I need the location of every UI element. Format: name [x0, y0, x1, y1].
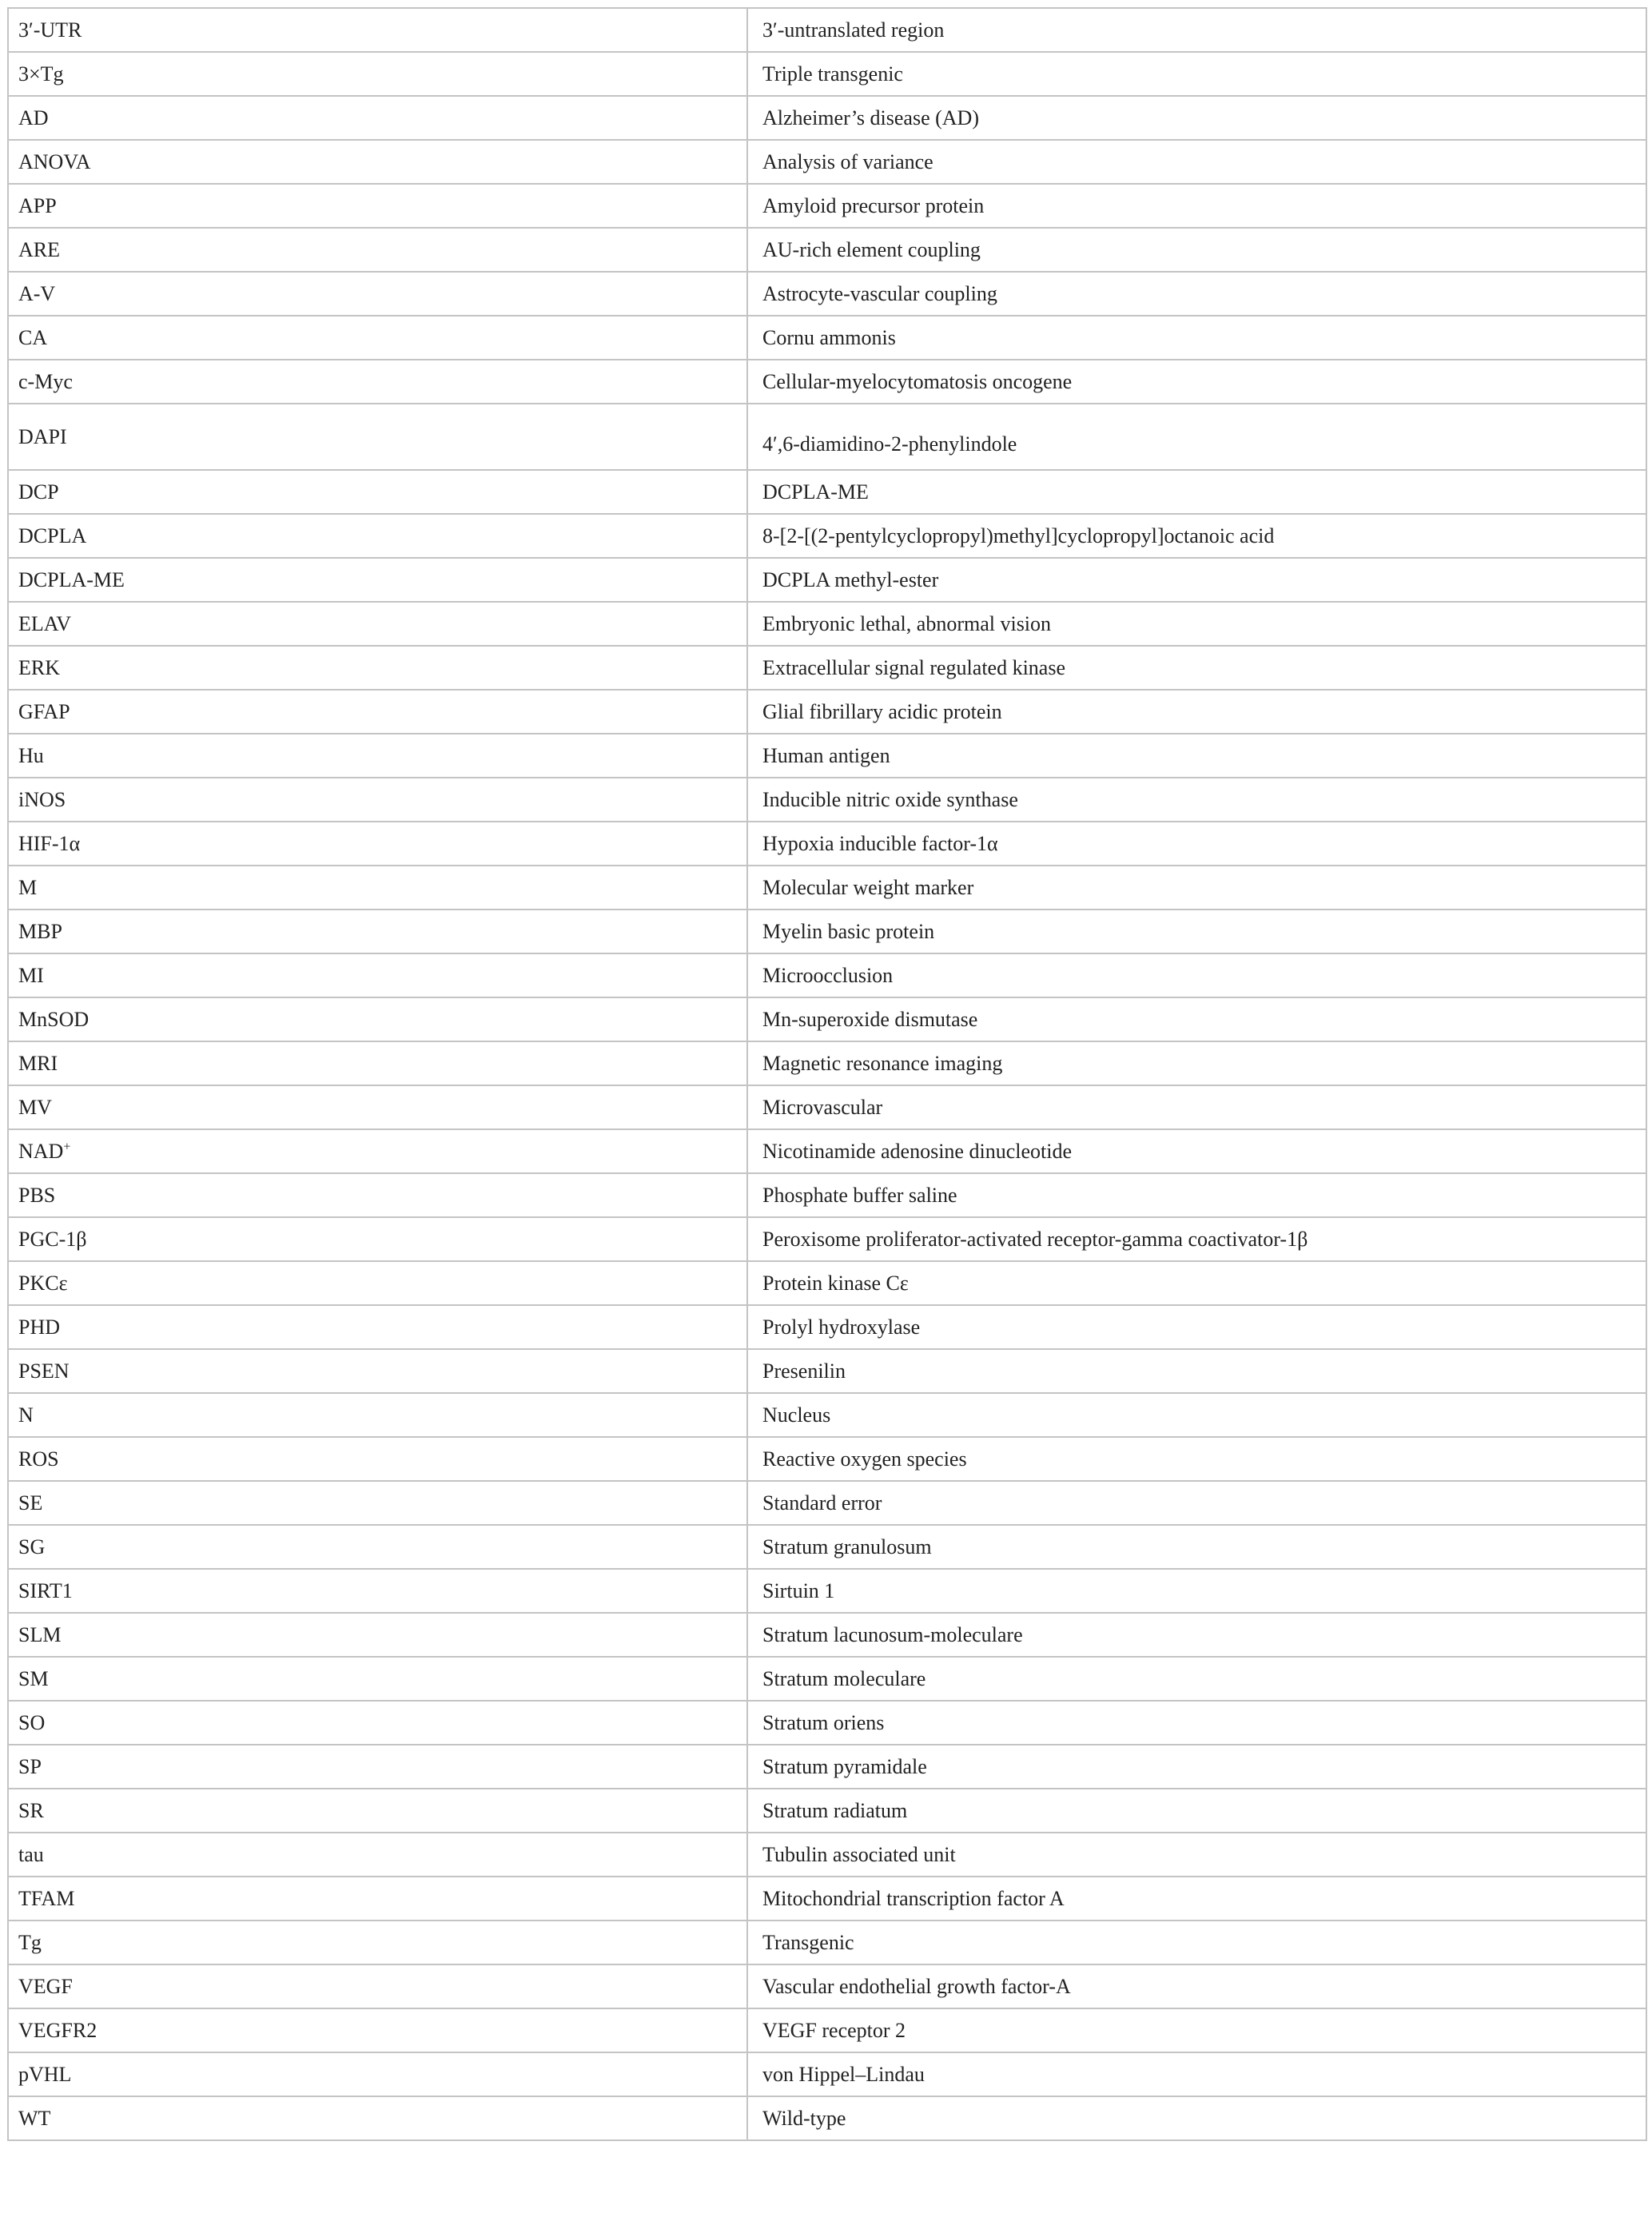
abbreviation-text: M: [18, 875, 38, 899]
table-row: [8, 2052, 1646, 2096]
expansion-text: Myelin basic protein: [762, 919, 935, 943]
expansion-text: Presenilin: [762, 1359, 846, 1383]
expansion-text: Standard error: [762, 1491, 882, 1515]
abbreviation-cell: [8, 1173, 747, 1217]
abbreviation-cell: [8, 8, 747, 52]
expansion-cell: [747, 184, 1646, 228]
abbreviation-cell: [8, 602, 747, 646]
expansion-cell: [747, 1964, 1646, 2008]
expansion-text: Stratum moleculare: [762, 1666, 926, 1690]
expansion-cell: [747, 1701, 1646, 1745]
abbreviation-cell: [8, 360, 747, 404]
expansion-text: Mn-superoxide dismutase: [762, 1007, 978, 1031]
abbreviation-text: SM: [18, 1666, 49, 1690]
table-row: [8, 1173, 1646, 1217]
expansion-text: Phosphate buffer saline: [762, 1183, 957, 1207]
abbreviation-text: MnSOD: [18, 1007, 90, 1031]
expansion-cell: [747, 1745, 1646, 1789]
expansion-cell: [747, 1129, 1646, 1173]
abbreviation-text: SR: [18, 1798, 44, 1822]
expansion-text: 3′-untranslated region: [762, 18, 945, 42]
expansion-text: Stratum granulosum: [762, 1534, 932, 1558]
expansion-text: Reactive oxygen species: [762, 1447, 967, 1471]
abbreviation-cell: [8, 734, 747, 778]
expansion-text: Astrocyte-vascular coupling: [762, 281, 997, 305]
abbreviation-cell: [8, 1833, 747, 1877]
abbreviation-text: DCPLA-ME: [18, 567, 125, 591]
abbreviation-text: pVHL: [18, 2062, 72, 2086]
abbreviation-text: GFAP: [18, 699, 70, 723]
expansion-cell: [747, 96, 1646, 140]
expansion-cell: [747, 316, 1646, 360]
table-row: [8, 1217, 1646, 1261]
table-row: [8, 1789, 1646, 1833]
expansion-cell: [747, 1613, 1646, 1657]
table-row: [8, 1261, 1646, 1305]
abbreviation-text: VEGF: [18, 1974, 73, 1998]
expansion-cell: [747, 1921, 1646, 1964]
abbreviation-cell: [8, 690, 747, 734]
abbreviation-text: SP: [18, 1754, 42, 1778]
expansion-text: Nucleus: [762, 1403, 831, 1427]
expansion-text: Embryonic lethal, abnormal vision: [762, 611, 1052, 635]
table-row: [8, 1349, 1646, 1393]
table-row: [8, 272, 1646, 316]
table-row: [8, 690, 1646, 734]
expansion-text: Triple transgenic: [762, 62, 903, 86]
expansion-text: Stratum pyramidale: [762, 1754, 927, 1778]
expansion-text: DCPLA methyl-ester: [762, 567, 939, 591]
table-row: [8, 1613, 1646, 1657]
table-row: [8, 1305, 1646, 1349]
abbreviation-text: ANOVA: [18, 149, 91, 173]
expansion-text: von Hippel–Lindau: [762, 2062, 925, 2086]
abbreviation-cell: [8, 1569, 747, 1613]
expansion-text: AU-rich element coupling: [762, 237, 981, 261]
expansion-cell: [747, 470, 1646, 514]
abbreviation-cell: [8, 272, 747, 316]
table-row: [8, 96, 1646, 140]
table-row: [8, 778, 1646, 822]
expansion-cell: [747, 140, 1646, 184]
table-row: [8, 1833, 1646, 1877]
expansion-text: Magnetic resonance imaging: [762, 1051, 1003, 1075]
abbreviation-cell: [8, 1964, 747, 2008]
expansion-cell: [747, 953, 1646, 997]
abbreviations-table-body: [8, 8, 1646, 2140]
abbreviation-cell: [8, 96, 747, 140]
abbreviation-text: Hu: [18, 743, 44, 767]
abbreviation-cell: [8, 514, 747, 558]
expansion-cell: [747, 1525, 1646, 1569]
table-row: [8, 1921, 1646, 1964]
expansion-text: Analysis of variance: [762, 149, 933, 173]
expansion-text: Inducible nitric oxide synthase: [762, 787, 1018, 811]
table-row: [8, 822, 1646, 866]
abbreviation-text: TFAM: [18, 1886, 75, 1910]
table-row: [8, 184, 1646, 228]
table-row: [8, 2096, 1646, 2140]
table-row: [8, 8, 1646, 52]
table-row: [8, 1657, 1646, 1701]
abbreviation-text: ERK: [18, 655, 60, 679]
abbreviation-cell: [8, 1877, 747, 1921]
expansion-text: VEGF receptor 2: [762, 2018, 906, 2042]
abbreviation-text: 3×Tg: [18, 62, 64, 86]
abbreviation-text: MV: [18, 1095, 52, 1119]
abbreviation-cell: [8, 646, 747, 690]
table-row: [8, 1525, 1646, 1569]
abbreviation-text: APP: [18, 193, 57, 217]
expansion-cell: [747, 1569, 1646, 1613]
table-row: [8, 602, 1646, 646]
expansion-cell: [747, 734, 1646, 778]
abbreviation-cell: [8, 822, 747, 866]
expansion-cell: [747, 1041, 1646, 1085]
expansion-text: Protein kinase Cε: [762, 1271, 909, 1295]
abbreviation-text: SO: [18, 1710, 46, 1734]
abbreviation-text: PBS: [18, 1183, 56, 1207]
abbreviation-cell: [8, 1613, 747, 1657]
abbreviation-text: tau: [18, 1842, 44, 1866]
abbreviation-cell: [8, 470, 747, 514]
expansion-cell: [747, 1085, 1646, 1129]
abbreviation-text: PKCε: [18, 1271, 68, 1295]
abbreviation-cell: [8, 1041, 747, 1085]
expansion-cell: [747, 1173, 1646, 1217]
abbreviation-cell: [8, 558, 747, 602]
abbreviation-cell: [8, 1393, 747, 1437]
table-row: [8, 997, 1646, 1041]
expansion-text: Stratum radiatum: [762, 1798, 908, 1822]
abbreviation-text: c-Myc: [18, 369, 73, 393]
expansion-cell: [747, 228, 1646, 272]
abbreviation-cell: [8, 1745, 747, 1789]
abbreviation-text: SE: [18, 1491, 43, 1515]
abbreviation-superscript: +: [63, 1139, 71, 1153]
abbreviation-cell: [8, 1921, 747, 1964]
expansion-text: Amyloid precursor protein: [762, 193, 985, 217]
expansion-text: Stratum lacunosum-moleculare: [762, 1622, 1023, 1646]
expansion-text: Cornu ammonis: [762, 325, 896, 349]
expansion-cell: [747, 1393, 1646, 1437]
table-row: [8, 1041, 1646, 1085]
expansion-cell: [747, 646, 1646, 690]
abbreviation-text: ROS: [18, 1447, 59, 1471]
table-row: [8, 470, 1646, 514]
abbreviation-text: N: [18, 1403, 34, 1427]
table-row: [8, 228, 1646, 272]
abbreviation-cell: [8, 1481, 747, 1525]
expansion-text: Alzheimer’s disease (AD): [762, 105, 979, 129]
table-row: [8, 404, 1646, 470]
abbreviation-text: A-V: [18, 281, 56, 305]
table-row: [8, 1481, 1646, 1525]
abbreviation-cell: [8, 228, 747, 272]
abbreviation-text: VEGFR2: [18, 2018, 98, 2042]
abbreviation-cell: [8, 1701, 747, 1745]
expansion-text: Microvascular: [762, 1095, 883, 1119]
expansion-cell: [747, 1261, 1646, 1305]
expansion-cell: [747, 910, 1646, 953]
expansion-cell: [747, 2008, 1646, 2052]
table-row: [8, 514, 1646, 558]
abbreviation-cell: [8, 1129, 747, 1173]
abbreviation-cell: [8, 953, 747, 997]
abbreviation-cell: [8, 866, 747, 910]
expansion-cell: [747, 404, 1646, 470]
abbreviation-text: SLM: [18, 1622, 62, 1646]
abbreviation-text: Tg: [18, 1930, 42, 1954]
table-row: [8, 910, 1646, 953]
expansion-text: Glial fibrillary acidic protein: [762, 699, 1002, 723]
expansion-cell: [747, 1217, 1646, 1261]
expansion-text: Nicotinamide adenosine dinucleotide: [762, 1139, 1072, 1163]
abbreviation-text: DCP: [18, 480, 59, 504]
expansion-cell: [747, 360, 1646, 404]
expansion-text: Molecular weight marker: [762, 875, 974, 899]
expansion-text: Wild-type: [762, 2106, 846, 2130]
abbreviation-text: MI: [18, 963, 44, 987]
abbreviation-text: 3′-UTR: [18, 18, 82, 42]
expansion-cell: [747, 866, 1646, 910]
expansion-text: 8-[2-[(2-pentylcyclopropyl)methyl]cyclopropyl]octanoic acid: [762, 523, 1275, 547]
expansion-cell: [747, 602, 1646, 646]
abbreviation-text: SG: [18, 1534, 46, 1558]
expansion-cell: [747, 2052, 1646, 2096]
abbreviation-text: MBP: [18, 919, 62, 943]
expansion-text: Cellular-myelocytomatosis oncogene: [762, 369, 1073, 393]
abbreviation-cell: [8, 1085, 747, 1129]
expansion-cell: [747, 52, 1646, 96]
abbreviation-text: AD: [18, 105, 49, 129]
abbreviation-text: SIRT1: [18, 1578, 73, 1602]
abbreviation-cell: [8, 1789, 747, 1833]
abbreviation-text: PSEN: [18, 1359, 70, 1383]
abbreviation-cell: [8, 1261, 747, 1305]
abbreviation-cell: [8, 316, 747, 360]
table-row: [8, 866, 1646, 910]
expansion-text: 4′,6-diamidino-2-phenylindole: [762, 432, 1017, 456]
table-row: [8, 1877, 1646, 1921]
abbreviation-cell: [8, 1305, 747, 1349]
expansion-cell: [747, 8, 1646, 52]
expansion-cell: [747, 272, 1646, 316]
abbreviation-text: PGC-1β: [18, 1227, 87, 1251]
expansion-cell: [747, 1349, 1646, 1393]
abbreviation-cell: [8, 910, 747, 953]
abbreviation-text: ARE: [18, 237, 60, 261]
expansion-text: Human antigen: [762, 743, 890, 767]
abbreviation-text: iNOS: [18, 787, 66, 811]
table-row: [8, 558, 1646, 602]
expansion-cell: [747, 1789, 1646, 1833]
abbreviation-cell: [8, 2008, 747, 2052]
expansion-text: Sirtuin 1: [762, 1578, 835, 1602]
table-row: [8, 1745, 1646, 1789]
abbreviation-cell: [8, 2052, 747, 2096]
table-row: [8, 316, 1646, 360]
abbreviation-cell: [8, 2096, 747, 2140]
table-row: [8, 52, 1646, 96]
abbreviation-cell: [8, 1437, 747, 1481]
expansion-cell: [747, 997, 1646, 1041]
table-row: [8, 1701, 1646, 1745]
expansion-cell: [747, 1481, 1646, 1525]
abbreviation-text: WT: [18, 2106, 51, 2130]
abbreviation-text: HIF-1α: [18, 831, 81, 855]
expansion-text: Peroxisome proliferator-activated receptor-gamma coactivator-1β: [762, 1227, 1308, 1251]
table-row: [8, 734, 1646, 778]
expansion-cell: [747, 1657, 1646, 1701]
abbreviation-cell: [8, 1349, 747, 1393]
expansion-cell: [747, 514, 1646, 558]
table-row: [8, 1393, 1646, 1437]
abbreviation-text: DAPI: [18, 424, 67, 448]
expansion-cell: [747, 778, 1646, 822]
expansion-text: Mitochondrial transcription factor A: [762, 1886, 1065, 1910]
expansion-text: Stratum oriens: [762, 1710, 885, 1734]
expansion-cell: [747, 558, 1646, 602]
abbreviation-text: NAD: [18, 1139, 64, 1163]
abbreviation-text: ELAV: [18, 611, 71, 635]
abbreviation-cell: [8, 184, 747, 228]
abbreviation-text: MRI: [18, 1051, 58, 1075]
abbreviation-cell: [8, 778, 747, 822]
abbreviation-cell: [8, 404, 747, 470]
table-row: [8, 140, 1646, 184]
expansion-cell: [747, 1437, 1646, 1481]
table-row: [8, 646, 1646, 690]
table-row: [8, 1437, 1646, 1481]
expansion-text: Vascular endothelial growth factor-A: [762, 1974, 1071, 1998]
table-row: [8, 360, 1646, 404]
expansion-text: Tubulin associated unit: [762, 1842, 956, 1866]
table-row: [8, 953, 1646, 997]
table-row: [8, 2008, 1646, 2052]
abbreviation-text: PHD: [18, 1315, 61, 1339]
abbreviation-cell: [8, 1217, 747, 1261]
abbreviation-cell: [8, 140, 747, 184]
abbreviation-cell: [8, 1657, 747, 1701]
abbreviations-table: [7, 7, 1647, 2141]
table-row: [8, 1964, 1646, 2008]
expansion-cell: [747, 690, 1646, 734]
abbreviation-cell: [8, 52, 747, 96]
expansion-text: Transgenic: [762, 1930, 854, 1954]
abbreviation-cell: [8, 997, 747, 1041]
expansion-cell: [747, 2096, 1646, 2140]
table-row: [8, 1129, 1646, 1173]
abbreviation-cell: [8, 1525, 747, 1569]
expansion-cell: [747, 1305, 1646, 1349]
table-row: [8, 1085, 1646, 1129]
expansion-text: Prolyl hydroxylase: [762, 1315, 921, 1339]
abbreviation-text: CA: [18, 325, 48, 349]
abbreviation-text: DCPLA: [18, 523, 87, 547]
expansion-cell: [747, 822, 1646, 866]
expansion-text: Extracellular signal regulated kinase: [762, 655, 1066, 679]
expansion-text: Hypoxia inducible factor-1α: [762, 831, 998, 855]
expansion-cell: [747, 1877, 1646, 1921]
table-row: [8, 1569, 1646, 1613]
expansion-text: DCPLA-ME: [762, 480, 869, 504]
expansion-text: Microocclusion: [762, 963, 894, 987]
expansion-cell: [747, 1833, 1646, 1877]
